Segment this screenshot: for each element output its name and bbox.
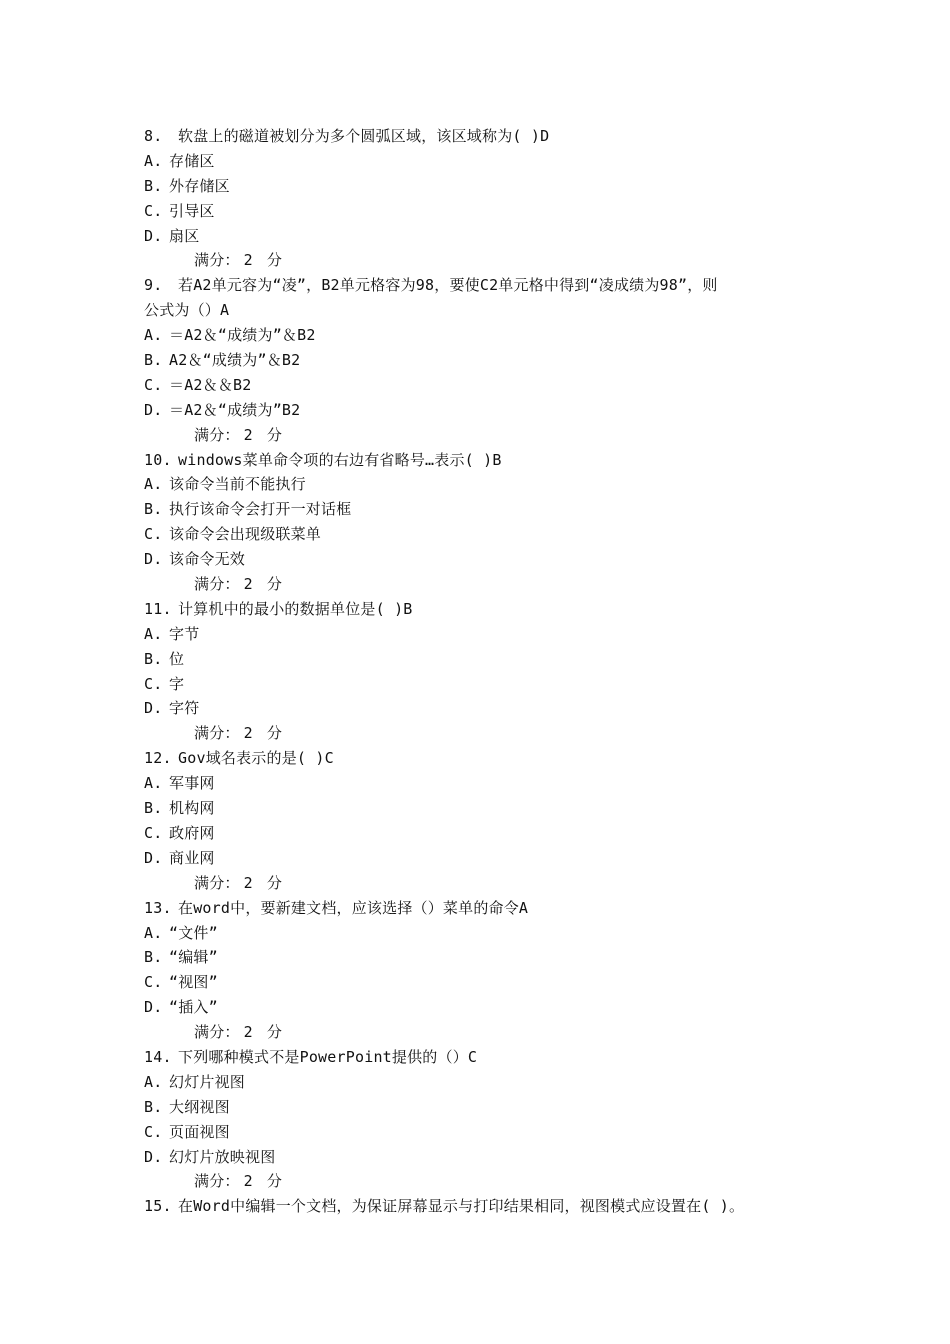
option-b	[144, 796, 824, 821]
question-11	[144, 597, 824, 622]
option-letter: D.	[144, 550, 163, 569]
option-c	[144, 821, 824, 846]
option-text: 位	[169, 649, 185, 668]
option-text: ＝A2＆“成绩为”B2	[169, 400, 301, 419]
option-d	[144, 224, 824, 249]
option-letter: A.	[144, 923, 163, 942]
option-letter: B.	[144, 500, 163, 519]
question-10	[144, 448, 824, 473]
option-text: ＝A2＆＆B2	[169, 375, 252, 394]
option-letter: A.	[144, 475, 163, 494]
option-text: 字	[169, 674, 185, 693]
option-a	[144, 1070, 824, 1095]
option-c	[144, 373, 824, 398]
option-letter: D.	[144, 998, 163, 1017]
score-unit: 分	[266, 873, 283, 892]
option-d	[144, 398, 824, 423]
option-letter: D.	[144, 1147, 163, 1166]
score-value: 2	[243, 425, 253, 444]
option-text: 字节	[169, 624, 200, 643]
option-text: 页面视图	[169, 1122, 230, 1141]
option-a	[144, 921, 824, 946]
score-value: 2	[243, 1172, 253, 1191]
score-line	[144, 1169, 824, 1194]
option-letter: D.	[144, 400, 163, 419]
option-text: A2＆“成绩为”＆B2	[169, 351, 301, 370]
question-15	[144, 1194, 824, 1219]
question-number: 9.	[144, 276, 163, 295]
score-line	[144, 721, 824, 746]
option-text: ＝A2＆“成绩为”＆B2	[169, 326, 316, 345]
option-text: 执行该命令会打开一对话框	[169, 500, 352, 519]
score-label: 满分：	[194, 251, 240, 270]
option-a	[144, 323, 824, 348]
option-letter: B.	[144, 1097, 163, 1116]
option-text: 存储区	[169, 151, 215, 170]
question-text: 计算机中的最小的数据单位是( )B	[178, 599, 413, 618]
option-letter: C.	[144, 674, 163, 693]
question-text: windows菜单命令项的右边有省略号…表示( )B	[178, 450, 502, 469]
option-text: 该命令当前不能执行	[169, 475, 306, 494]
score-unit: 分	[266, 1172, 283, 1191]
option-text: 政府网	[169, 823, 215, 842]
option-c	[144, 672, 824, 697]
option-b	[144, 1095, 824, 1120]
question-text: 在Word中编辑一个文档，为保证屏幕显示与打印结果相同，视图模式应设置在( )。	[178, 1197, 745, 1216]
option-letter: B.	[144, 351, 163, 370]
score-line	[144, 871, 824, 896]
option-a	[144, 472, 824, 497]
option-d	[144, 547, 824, 572]
option-letter: B.	[144, 799, 163, 818]
question-number: 11.	[144, 599, 172, 618]
option-a	[144, 771, 824, 796]
option-letter: D.	[144, 699, 163, 718]
score-unit: 分	[266, 575, 283, 594]
score-value: 2	[243, 724, 253, 743]
option-text: “视图”	[169, 973, 218, 992]
option-letter: D.	[144, 848, 163, 867]
option-text: 扇区	[169, 226, 200, 245]
question-number: 12.	[144, 749, 172, 768]
question-text: 在word中，要新建文档，应该选择（）菜单的命令A	[178, 898, 529, 917]
option-a	[144, 622, 824, 647]
option-letter: A.	[144, 624, 163, 643]
option-letter: C.	[144, 973, 163, 992]
question-text-continued: 公式为（）A	[144, 301, 230, 320]
option-text: 该命令会出现级联菜单	[169, 525, 322, 544]
option-letter: A.	[144, 151, 163, 170]
option-c	[144, 1120, 824, 1145]
question-number: 10.	[144, 450, 172, 469]
option-text: 幻灯片放映视图	[169, 1147, 276, 1166]
question-number: 14.	[144, 1047, 172, 1066]
question-text: Gov域名表示的是( )C	[178, 749, 334, 768]
score-label: 满分：	[194, 425, 240, 444]
score-unit: 分	[266, 724, 283, 743]
question-list	[144, 124, 824, 1219]
option-text: “编辑”	[169, 948, 218, 967]
option-text: “文件”	[169, 923, 218, 942]
option-b	[144, 174, 824, 199]
option-letter: D.	[144, 226, 163, 245]
score-value: 2	[243, 873, 253, 892]
question-number: 15.	[144, 1197, 172, 1216]
score-value: 2	[243, 251, 253, 270]
option-letter: C.	[144, 823, 163, 842]
question-text: 若A2单元容为“凌”，B2单元格容为98，要使C2单元格中得到“凌成绩为98”，则	[178, 276, 718, 295]
option-d	[144, 696, 824, 721]
question-8	[144, 124, 824, 149]
option-c	[144, 522, 824, 547]
option-text: 引导区	[169, 201, 215, 220]
option-letter: B.	[144, 176, 163, 195]
option-b	[144, 945, 824, 970]
score-label: 满分：	[194, 575, 240, 594]
option-letter: C.	[144, 1122, 163, 1141]
score-value: 2	[243, 1023, 253, 1042]
score-label: 满分：	[194, 1023, 240, 1042]
question-14	[144, 1045, 824, 1070]
option-c	[144, 199, 824, 224]
score-value: 2	[243, 575, 253, 594]
option-letter: A.	[144, 1072, 163, 1091]
score-unit: 分	[266, 1023, 283, 1042]
score-line	[144, 423, 824, 448]
option-letter: A.	[144, 774, 163, 793]
option-text: “插入”	[169, 998, 218, 1017]
option-letter: C.	[144, 375, 163, 394]
option-b	[144, 497, 824, 522]
option-text: 字符	[169, 699, 200, 718]
score-line	[144, 248, 824, 273]
option-letter: C.	[144, 201, 163, 220]
option-c	[144, 970, 824, 995]
score-unit: 分	[266, 251, 283, 270]
score-line	[144, 572, 824, 597]
score-label: 满分：	[194, 724, 240, 743]
option-text: 该命令无效	[169, 550, 246, 569]
option-letter: B.	[144, 649, 163, 668]
option-letter: B.	[144, 948, 163, 967]
question-13	[144, 896, 824, 921]
score-label: 满分：	[194, 1172, 240, 1191]
option-text: 商业网	[169, 848, 215, 867]
option-d	[144, 1145, 824, 1170]
option-text: 幻灯片视图	[169, 1072, 246, 1091]
option-text: 军事网	[169, 774, 215, 793]
option-d	[144, 846, 824, 871]
score-unit: 分	[266, 425, 283, 444]
question-text: 软盘上的磁道被划分为多个圆弧区域，该区域称为( )D	[178, 127, 550, 145]
option-letter: A.	[144, 326, 163, 345]
question-12	[144, 746, 824, 771]
option-d	[144, 995, 824, 1020]
option-b	[144, 348, 824, 373]
score-line	[144, 1020, 824, 1045]
option-letter: C.	[144, 525, 163, 544]
question-9	[144, 273, 824, 298]
question-text: 下列哪种模式不是PowerPoint提供的（）C	[178, 1047, 478, 1066]
question-number: 8.	[144, 127, 163, 145]
option-text: 大纲视图	[169, 1097, 230, 1116]
option-b	[144, 647, 824, 672]
option-text: 外存储区	[169, 176, 230, 195]
score-label: 满分：	[194, 873, 240, 892]
question-number: 13.	[144, 898, 172, 917]
option-a	[144, 149, 824, 174]
option-text: 机构网	[169, 799, 215, 818]
